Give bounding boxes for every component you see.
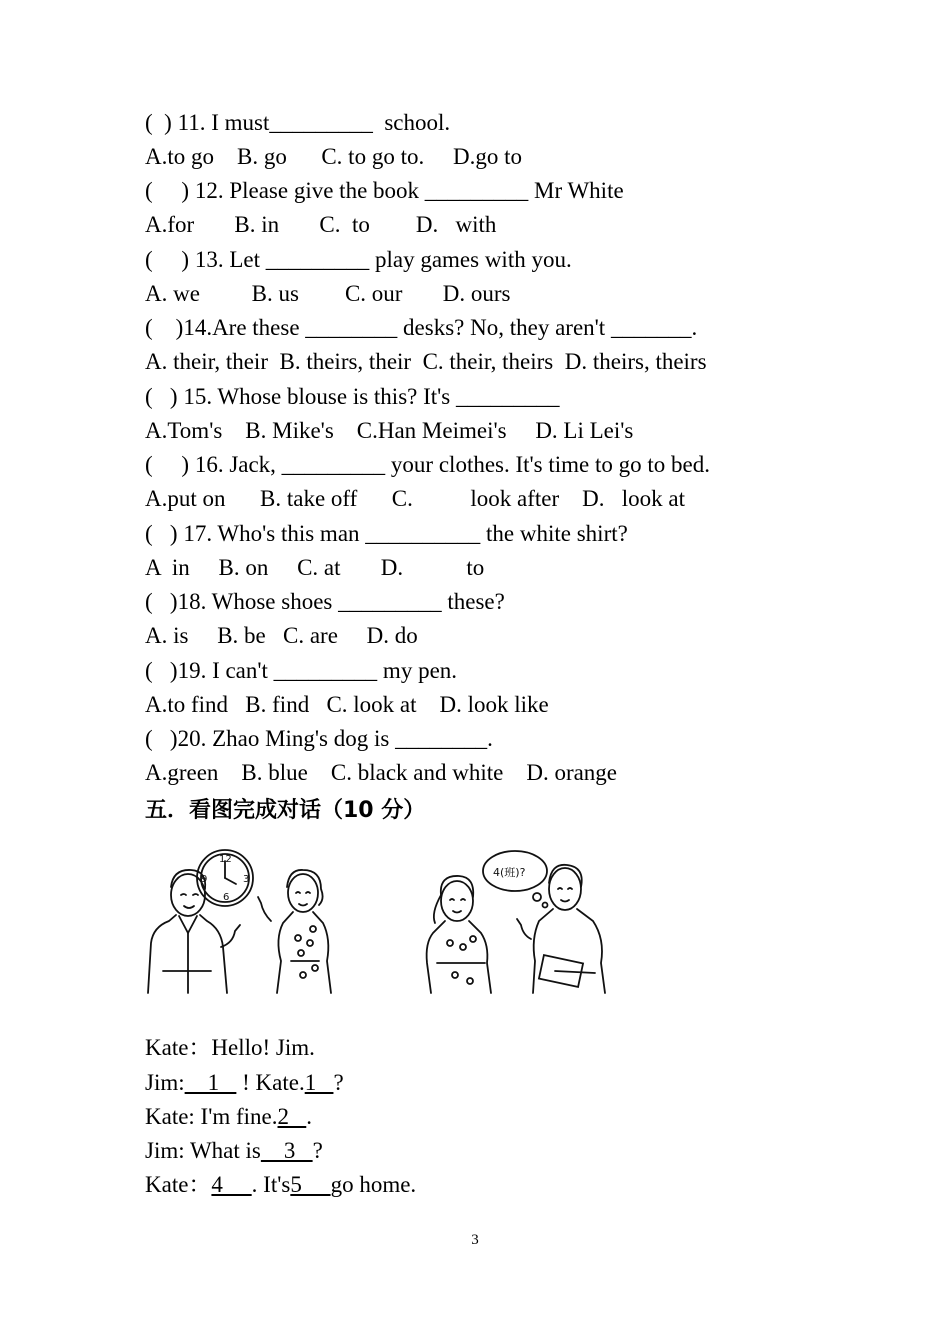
question-13-options: A. we B. us C. our D. ours xyxy=(145,281,511,306)
question-18-stem: ( )18. Whose shoes _________ these? xyxy=(145,589,505,614)
svg-text:6: 6 xyxy=(223,892,230,903)
question-11-stem: ( ) 11. I must_________ school. xyxy=(145,110,451,135)
question-11-options: A.to go B. go C. to go to. D.go to xyxy=(145,144,522,169)
question-14-stem: ( )14.Are these ________ desks? No, they aren't _______. xyxy=(145,315,698,340)
question-12-options: A.for B. in C. to D. with xyxy=(145,212,497,237)
dialogue-line-1: Kate：Hello! Jim. xyxy=(145,1035,315,1060)
question-13-stem: ( ) 13. Let _________ play games with you. xyxy=(145,247,572,272)
dialogue-line-2 xyxy=(145,1068,344,1098)
dialogue-text: go home. xyxy=(330,1172,417,1197)
dialogue-text: ? xyxy=(333,1070,344,1095)
question-12-stem: ( ) 12. Please give the book _________ Mr White xyxy=(145,178,624,203)
picture-class-conversation xyxy=(415,843,620,1001)
question-16-options: A.put on B. take off C. look after D. look at xyxy=(145,486,686,511)
section-heading: 五．看图完成对话（10 分） xyxy=(145,798,426,823)
blank-2: 2 xyxy=(277,1104,307,1129)
dialogue-line-5 xyxy=(145,1170,416,1200)
speaker-kate: Kate： xyxy=(145,1172,212,1197)
svg-text:12: 12 xyxy=(219,854,232,865)
question-20-stem: ( )20. Zhao Ming's dog is ________. xyxy=(145,726,493,751)
question-14-options: A. their, their B. theirs, their C. their, theirs D. theirs, theirs xyxy=(145,349,707,374)
question-15-stem: ( ) 15. Whose blouse is this? It's _________ xyxy=(145,384,560,409)
blank-1b: 1 xyxy=(304,1070,334,1095)
blank-1a: 1 xyxy=(184,1070,237,1095)
dialogue-text: . It's xyxy=(251,1172,291,1197)
dialogue-line-3 xyxy=(145,1102,312,1132)
question-20-options: A.green B. blue C. black and white D. orange xyxy=(145,760,618,785)
question-19-options: A.to find B. find C. look at D. look like xyxy=(145,692,549,717)
dialogue-text: ? xyxy=(312,1138,323,1163)
dialogue-text: Jim: What is xyxy=(145,1138,261,1163)
question-17-options: A in B. on C. at D. to xyxy=(145,555,485,580)
svg-text:3: 3 xyxy=(243,874,250,885)
svg-text:9: 9 xyxy=(201,874,208,885)
blank-5: 5 xyxy=(290,1172,331,1197)
page-number: 3 xyxy=(471,1232,479,1248)
question-16-stem: ( ) 16. Jack, _________ your clothes. It's time to go to bed. xyxy=(145,452,711,477)
dialogue-text: ! Kate. xyxy=(236,1070,305,1095)
blank-3: 3 xyxy=(260,1138,313,1163)
dialogue-text: . xyxy=(306,1104,313,1129)
picture-clock-conversation xyxy=(143,843,343,998)
question-19-stem: ( )19. I can't _________ my pen. xyxy=(145,658,458,683)
dialogue-line-4 xyxy=(145,1136,323,1166)
bubble-text: 4(班)? xyxy=(493,866,526,879)
blank-4: 4 xyxy=(211,1172,252,1197)
question-15-options: A.Tom's B. Mike's C.Han Meimei's D. Li Lei's xyxy=(145,418,634,443)
dialogue-text: Kate: I'm fine. xyxy=(145,1104,278,1129)
question-17-stem: ( ) 17. Who's this man __________ the white shirt? xyxy=(145,521,628,546)
question-18-options: A. is B. be C. are D. do xyxy=(145,623,418,648)
speaker-jim: Jim: xyxy=(145,1070,185,1095)
